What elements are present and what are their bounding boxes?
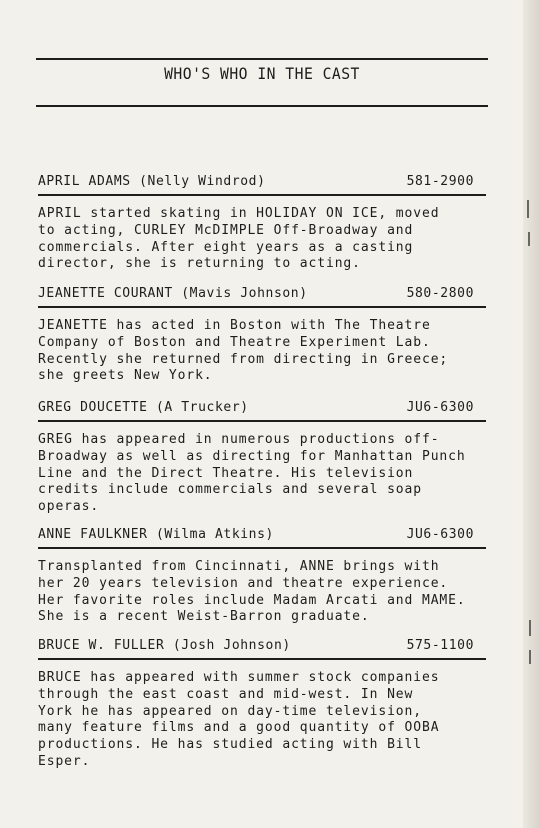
bio-line: Company of Boston and Theatre Experiment Lab. — [38, 334, 431, 350]
cast-name: JEANETTE COURANT (Mavis Johnson) — [38, 286, 308, 301]
cast-phone: JU6-6300 — [406, 400, 474, 415]
bio-line: she greets New York. — [38, 368, 213, 384]
bio-line: credits include commercials and several soap — [38, 482, 422, 498]
cast-entry — [38, 398, 486, 516]
bio-line: Broadway as well as directing for Manhattan Punch — [38, 448, 466, 464]
cast-entry-header — [38, 284, 486, 308]
cast-name: ANNE FAULKNER (Wilma Atkins) — [38, 527, 274, 542]
cast-bio — [38, 206, 486, 273]
bio-line: her 20 years television and theatre experience. — [38, 575, 449, 591]
bio-line: JEANETTE has acted in Boston with The Theatre — [38, 318, 431, 333]
cast-phone: 580-2800 — [406, 286, 474, 301]
binding-mark — [529, 620, 531, 636]
title-underline — [36, 105, 488, 107]
bio-line: through the east coast and mid-west. In New — [38, 686, 414, 702]
cast-bio — [38, 432, 486, 516]
cast-name: BRUCE W. FULLER (Josh Johnson) — [38, 638, 291, 653]
cast-entry — [38, 284, 486, 385]
bio-line: BRUCE has appeared with summer stock companies — [38, 670, 440, 685]
bio-line: Esper. — [38, 753, 91, 769]
cast-entry-header — [38, 172, 486, 196]
cast-entry — [38, 636, 486, 771]
page-edge — [523, 0, 539, 828]
bio-line: to acting, CURLEY McDIMPLE Off-Broadway and — [38, 222, 414, 238]
cast-entry-header — [38, 525, 486, 549]
cast-entry — [38, 172, 486, 273]
binding-mark — [527, 200, 529, 218]
bio-line: Recently she returned from directing in Greece; — [38, 351, 449, 367]
bio-line: director, she is returning to acting. — [38, 256, 361, 272]
bio-line: many feature films and a good quantity of OOBA — [38, 720, 440, 736]
cast-phone: 575-1100 — [406, 638, 474, 653]
page-title: WHO'S WHO IN THE CAST — [164, 64, 360, 83]
cast-name: GREG DOUCETTE (A Trucker) — [38, 400, 249, 415]
binding-mark — [529, 650, 531, 664]
bio-line: Transplanted from Cincinnati, ANNE brings with — [38, 559, 440, 574]
bio-line: operas. — [38, 499, 100, 515]
bio-line: GREG has appeared in numerous productions off- — [38, 432, 440, 447]
cast-bio — [38, 318, 486, 385]
binding-mark — [528, 232, 530, 246]
cast-bio — [38, 670, 486, 771]
cast-entry-header — [38, 636, 486, 660]
bio-line: York he has appeared on day-time television, — [38, 703, 422, 719]
bio-line: Line and the Direct Theatre. His television — [38, 465, 414, 481]
bio-line: APRIL started skating in HOLIDAY ON ICE, moved — [38, 206, 440, 221]
cast-entry — [38, 525, 486, 626]
bio-line: Her favorite roles include Madam Arcati and MAME. — [38, 592, 466, 608]
bio-line: productions. He has studied acting with Bill — [38, 737, 422, 753]
cast-name: APRIL ADAMS (Nelly Windrod) — [38, 174, 266, 189]
top-rule — [36, 58, 488, 60]
bio-line: commercials. After eight years as a casting — [38, 239, 414, 255]
cast-phone: JU6-6300 — [406, 527, 474, 542]
cast-phone: 581-2900 — [406, 174, 474, 189]
cast-bio — [38, 559, 486, 626]
cast-entry-header — [38, 398, 486, 422]
bio-line: She is a recent Weist-Barron graduate. — [38, 609, 370, 625]
